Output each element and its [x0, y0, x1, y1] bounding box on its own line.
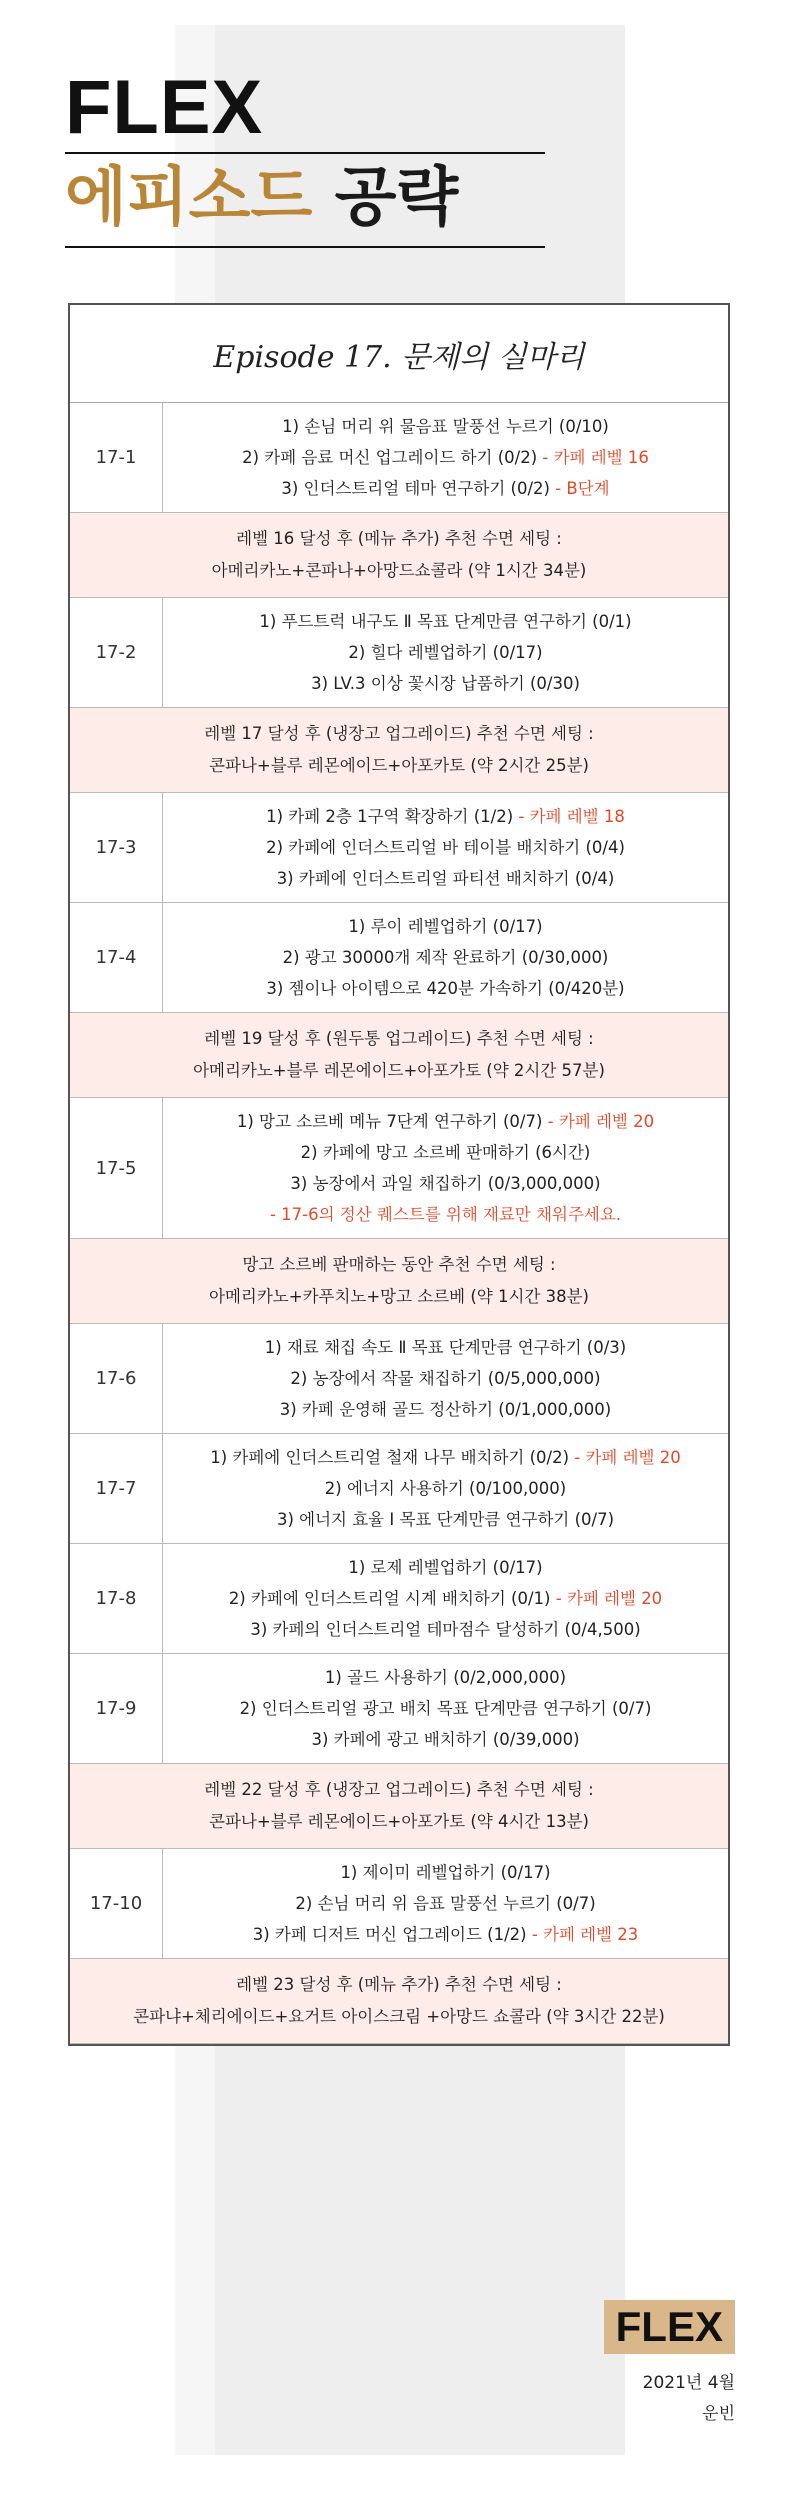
quest-code: 17-4 — [70, 903, 163, 1012]
task-text: 2) 카페에 인더스트리얼 시계 배치하기 (0/1) — [228, 1589, 551, 1608]
quest-row — [70, 1434, 728, 1544]
quest-row — [70, 598, 728, 708]
quest-tasks — [163, 1544, 728, 1653]
quest-row — [70, 1098, 728, 1239]
quest-task — [253, 1919, 639, 1950]
quest-tasks — [163, 793, 728, 902]
quest-code: 17-6 — [70, 1324, 163, 1433]
note-line: 아메리카노+카푸치노+망고 소르베 (약 1시간 38분) — [209, 1287, 589, 1306]
quest-tasks — [163, 1849, 728, 1958]
quest-task — [348, 1552, 542, 1583]
quest-task — [348, 637, 542, 668]
task-text: 1) 골드 사용하기 (0/2,000,000) — [324, 1668, 567, 1687]
quest-task — [266, 973, 624, 1004]
note-line: 레벨 23 달성 후 (메뉴 추가) 추천 수면 세팅 : — [236, 1975, 562, 1994]
task-text: 2) 카페에 망고 소르베 판매하기 (6시간) — [300, 1143, 591, 1162]
note-line: 레벨 16 달성 후 (메뉴 추가) 추천 수면 세팅 : — [236, 529, 562, 548]
quest-task — [266, 801, 625, 832]
note-line: 콘파나+블루 레몬에이드+아포가토 (약 4시간 13분) — [209, 1812, 589, 1831]
quest-task — [282, 411, 609, 442]
recommendation-note — [70, 1239, 728, 1324]
quest-row — [70, 1324, 728, 1434]
task-text: 3) 카페의 인더스트리얼 테마점수 달성하기 (0/4,500) — [250, 1620, 641, 1639]
recommendation-note — [70, 1959, 728, 2044]
quest-row — [70, 1849, 728, 1959]
quest-task — [325, 1662, 566, 1693]
task-highlight: - 카페 레벨 20 — [550, 1589, 663, 1608]
quest-row — [70, 903, 728, 1013]
task-text: 3) 에너지 효율 Ⅰ 목표 단계만큼 연구하기 (0/7) — [276, 1510, 615, 1529]
task-highlight: - 카페 레벨 23 — [526, 1925, 639, 1944]
quest-code: 17-1 — [70, 403, 163, 512]
episode-guide-table — [68, 303, 730, 2046]
quest-task — [340, 1857, 550, 1888]
recommendation-note — [70, 708, 728, 793]
quest-task — [259, 606, 631, 637]
quest-tasks — [163, 903, 728, 1012]
quest-task — [311, 668, 580, 699]
quest-tasks — [163, 1098, 728, 1238]
task-text: 1) 카페에 인더스트리얼 철재 나무 배치하기 (0/2) — [210, 1448, 570, 1467]
title-rest: 공략 — [334, 161, 459, 235]
task-highlight: - 카페 레벨 18 — [513, 807, 625, 826]
quest-task — [301, 1137, 591, 1168]
note-line: 레벨 22 달성 후 (냉장고 업그레이드) 추천 수면 세팅 : — [204, 1780, 594, 1799]
quest-task — [277, 1504, 614, 1535]
task-text: 1) 로제 레벨업하기 (0/17) — [348, 1558, 543, 1577]
quest-task — [240, 1693, 652, 1724]
task-highlight: - 17-6의 정산 퀘스트를 위해 재료만 채워주세요. — [269, 1205, 622, 1224]
note-line: 레벨 17 달성 후 (냉장고 업그레이드) 추천 수면 세팅 : — [204, 724, 594, 743]
quest-tasks — [163, 1434, 728, 1543]
quest-tasks — [163, 1654, 728, 1763]
footer-author: 운빈 — [702, 2404, 735, 2425]
note-line: 콘파나+블루 레몬에이드+아포카토 (약 2시간 25분) — [209, 756, 589, 775]
quest-task — [242, 442, 649, 473]
task-text: 3) 농장에서 과일 채집하기 (0/3,000,000) — [290, 1174, 601, 1193]
quest-task — [270, 1199, 621, 1230]
episode-title: Episode 17. 문제의 실마리 — [70, 305, 728, 403]
recommendation-note — [70, 1764, 728, 1849]
quest-task — [280, 1394, 611, 1425]
task-text: 3) 카페 운영해 골드 정산하기 (0/1,000,000) — [279, 1400, 612, 1419]
quest-task — [265, 1332, 626, 1363]
task-text: 3) 카페에 인더스트리얼 파티션 배치하기 (0/4) — [276, 869, 615, 888]
task-highlight: - 카페 레벨 20 — [569, 1448, 681, 1467]
task-text: 1) 망고 소르베 메뉴 7단계 연구하기 (0/7) — [236, 1112, 543, 1131]
task-highlight: - B단계 — [549, 479, 610, 498]
task-highlight: - 카페 레벨 20 — [542, 1112, 655, 1131]
page-title — [65, 162, 565, 236]
quest-task — [348, 911, 542, 942]
task-text: 3) LV.3 이상 꽃시장 납품하기 (0/30) — [311, 674, 580, 693]
quest-tasks — [163, 598, 728, 707]
quest-task — [295, 1888, 595, 1919]
note-line: 망고 소르베 판매하는 동안 추천 수면 세팅 : — [242, 1255, 556, 1274]
task-text: 2) 손님 머리 위 음표 말풍선 누르기 (0/7) — [295, 1894, 596, 1913]
quest-task — [281, 473, 609, 504]
quest-task — [290, 1363, 600, 1394]
quest-task — [229, 1583, 662, 1614]
task-text: 2) 인더스트리얼 광고 배치 목표 단계만큼 연구하기 (0/7) — [239, 1699, 652, 1718]
note-line: 콘파냐+체리에이드+요거트 아이스크림 +아망드 쇼콜라 (약 3시간 22분) — [133, 2007, 665, 2026]
task-text: 3) 카페에 광고 배치하기 (0/39,000) — [311, 1730, 580, 1749]
footer-date: 2021년 4월 — [642, 2373, 735, 2394]
quest-task — [290, 1168, 600, 1199]
quest-task — [283, 942, 609, 973]
task-text: 2) 카페에 인더스트리얼 바 테이블 배치하기 (0/4) — [266, 838, 625, 857]
note-line: 아메리카노+콘파나+아망드쇼콜라 (약 1시간 34분) — [211, 561, 587, 580]
quest-code: 17-3 — [70, 793, 163, 902]
recommendation-note — [70, 513, 728, 598]
quest-code: 17-2 — [70, 598, 163, 707]
quest-rows — [70, 403, 728, 2044]
quest-task — [311, 1724, 579, 1755]
task-text: 3) 젬이나 아이템으로 420분 가속하기 (0/420분) — [266, 979, 625, 998]
task-text: 2) 에너지 사용하기 (0/100,000) — [324, 1479, 567, 1498]
bottom-divider — [65, 246, 545, 248]
note-line: 아메리카노+블루 레몬에이드+아포가토 (약 2시간 57분) — [193, 1061, 605, 1080]
quest-task — [266, 832, 625, 863]
quest-code: 17-5 — [70, 1098, 163, 1238]
quest-row — [70, 793, 728, 903]
quest-task — [277, 863, 615, 894]
footer-flex-badge: FLEX — [604, 2300, 735, 2354]
quest-tasks — [163, 403, 728, 512]
task-text: 2) 힐다 레벨업하기 (0/17) — [348, 643, 543, 662]
quest-code: 17-8 — [70, 1544, 163, 1653]
title-accent: 에피소드 — [65, 161, 313, 235]
task-text: 2) 광고 30000개 제작 완료하기 (0/30,000) — [282, 948, 609, 967]
task-text: 3) 인더스트리얼 테마 연구하기 (0/2) — [281, 479, 550, 498]
brand-logo: FLEX — [65, 65, 264, 150]
quest-row — [70, 1654, 728, 1764]
task-text: 1) 푸드트럭 내구도 Ⅱ 목표 단계만큼 연구하기 (0/1) — [259, 612, 632, 631]
task-text: 1) 재료 채집 속도 Ⅱ 목표 단계만큼 연구하기 (0/3) — [264, 1338, 627, 1357]
task-text: 1) 제이미 레벨업하기 (0/17) — [340, 1863, 551, 1882]
quest-task — [250, 1614, 640, 1645]
footer — [604, 2300, 735, 2424]
quest-task — [210, 1442, 680, 1473]
header — [65, 65, 565, 248]
recommendation-note — [70, 1013, 728, 1098]
quest-code: 17-10 — [70, 1849, 163, 1958]
quest-code: 17-9 — [70, 1654, 163, 1763]
task-text: 2) 농장에서 작물 채집하기 (0/5,000,000) — [290, 1369, 601, 1388]
quest-task — [325, 1473, 566, 1504]
quest-task — [237, 1106, 654, 1137]
quest-row — [70, 403, 728, 513]
task-text: 1) 카페 2층 1구역 확장하기 (1/2) — [266, 807, 514, 826]
top-divider — [65, 152, 545, 154]
note-line: 레벨 19 달성 후 (원두통 업그레이드) 추천 수면 세팅 : — [204, 1029, 594, 1048]
task-text: 3) 카페 디저트 머신 업그레이드 (1/2) — [252, 1925, 527, 1944]
quest-code: 17-7 — [70, 1434, 163, 1543]
quest-tasks — [163, 1324, 728, 1433]
quest-row — [70, 1544, 728, 1654]
task-text: 1) 손님 머리 위 물음표 말풍선 누르기 (0/10) — [282, 417, 609, 436]
task-text: 1) 루이 레벨업하기 (0/17) — [348, 917, 543, 936]
task-highlight: - 카페 레벨 16 — [537, 448, 649, 467]
task-text: 2) 카페 음료 머신 업그레이드 하기 (0/2) — [242, 448, 538, 467]
